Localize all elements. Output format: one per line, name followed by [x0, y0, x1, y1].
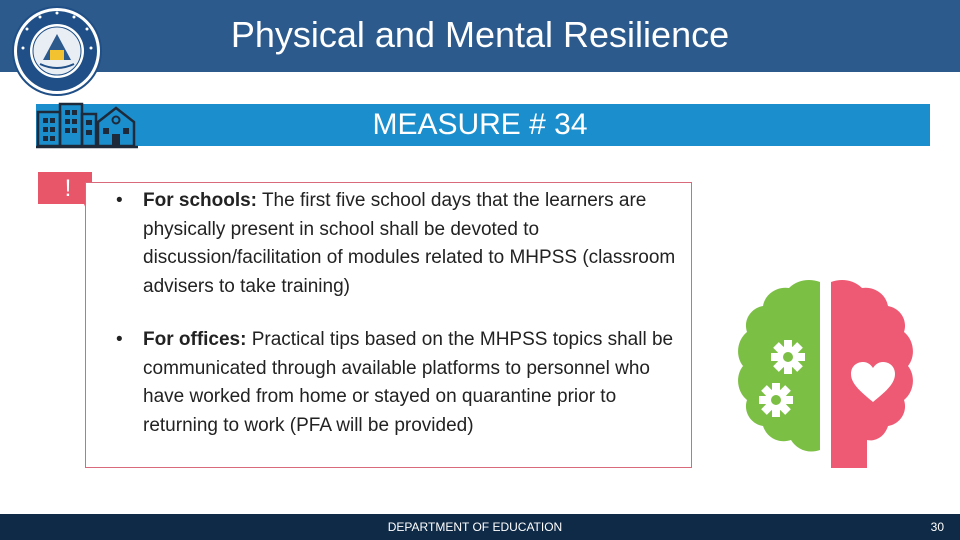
bullet-dot: •	[116, 190, 123, 211]
content-box	[85, 182, 692, 468]
bullet-dot: •	[116, 329, 123, 350]
footer-department: DEPARTMENT OF EDUCATION	[387, 520, 563, 534]
deped-seal-icon	[10, 4, 104, 98]
slide-title: Physical and Mental Resilience	[230, 14, 730, 55]
page-number: 30	[930, 520, 944, 534]
school-buildings-icon	[36, 100, 138, 150]
bullet-lead: For offices:	[143, 329, 247, 350]
brain-gears-heart-icon	[731, 276, 920, 468]
measure-title: MEASURE # 34	[372, 108, 588, 141]
bullet-schools	[86, 187, 686, 301]
bullet-text: The first five school days that the learners are physically present in school shall be devoted to discussion/facilitation of modules related to MHPSS (classroom advisers to take training)	[143, 190, 676, 297]
bullet-lead: For schools:	[143, 190, 258, 211]
alert-symbol: !	[64, 175, 72, 202]
slide-header	[0, 0, 960, 75]
bullet-text: Practical tips based on the MHPSS topics shall be communicated through available platforms to personnel who have worked from home or stayed on quarantine prior to returning to work (PFA will be provided)	[143, 329, 674, 436]
bullet-offices	[86, 326, 686, 440]
